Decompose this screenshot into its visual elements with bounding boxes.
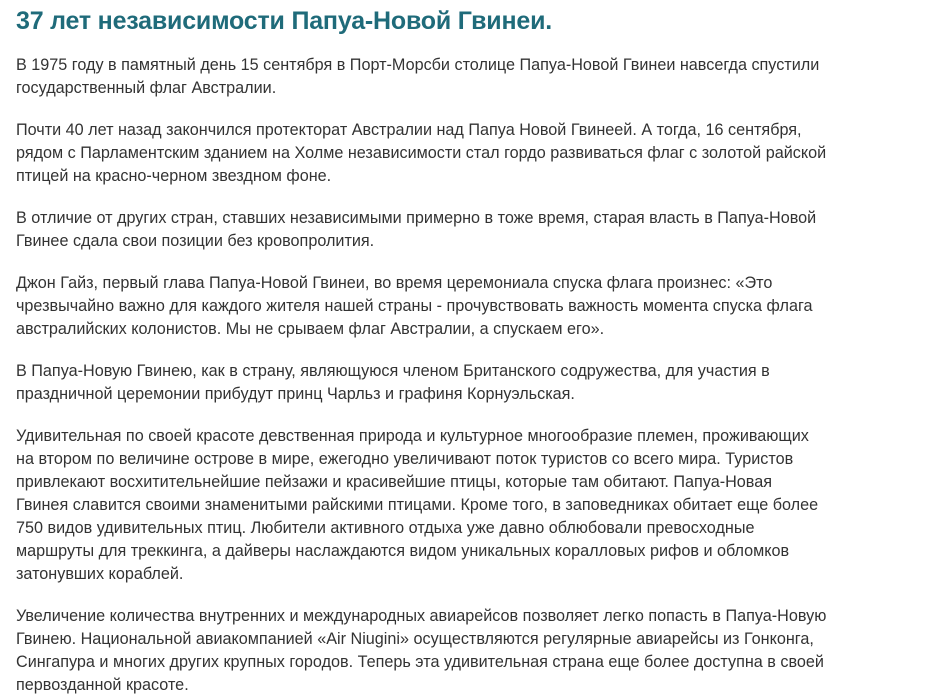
paragraph-royal-visit: В Папуа-Новую Гвинею, как в страну, являющуюся членом Британского содружества, для участия в праздничной церемонии прибудут принц Чарльз и графиня Корнуэльская. — [16, 362, 770, 403]
paragraph-protectorate-end: Почти 40 лет назад закончился протекторат Австралии над Папуа Новой Гвинеей. А тогда, 16 сентября, рядом с Парламентским зданием на Холме независимости стал гордо развиваться флаг с золотой райской птицей на красно-черном звездном фоне. — [16, 121, 827, 185]
article — [16, 0, 919, 697]
paragraph-john-guise-quote: Джон Гайз, первый глава Папуа-Новой Гвинеи, во время церемониала спуска флага произнес: «Это чрезвычайно важно для каждого жителя нашей страны - прочувствовать важность момента спуска флага австралийских колонистов. Мы не срываем флаг Австралии, а спускаем его». — [16, 274, 813, 338]
paragraph-flag-lowering: В 1975 году в памятный день 15 сентября в Порт-Морсби столице Папуа-Новой Гвинеи навсегда спустили государственный флаг Австралии. — [16, 56, 820, 97]
paragraph-air-travel: Увеличение количества внутренних и международных авиарейсов позволяет легко попасть в Папуа-Новую Гвинею. Национальной авиакомпанией «Air Niugini» осуществляются регулярные авиарейсы из Гонконга, Сингапура и многих других крупных городов. Теперь эта удивительная страна еще более доступна в своей первозданной красоте. — [16, 607, 827, 694]
paragraph-nature-tourism: Удивительная по своей красоте девственная природа и культурное многообразие племен, проживающих на втором по величине острове в мире, ежегодно увеличивают поток туристов со всего мира. Туристов привлекают восхитительнейшие пейзажи и красивейшие птицы, которые там обитают. Папуа-Новая Гвинея славится своими знаменитыми райскими птицами. Кроме того, в заповедниках обитает еще более 750 видов удивительных птиц. Любители активного отдыха уже давно облюбовали превосходные маршруты для треккинга, а дайверы наслаждаются видом уникальных коралловых рифов и обломков затонувших кораблей. — [16, 427, 819, 583]
paragraph-peaceful-transition: В отличие от других стран, ставших независимыми примерно в тоже время, старая власть в Папуа-Новой Гвинее сдала свои позиции без кровопролития. — [16, 209, 817, 250]
article-title: 37 лет независимости Папуа-Новой Гвинеи. — [16, 7, 552, 35]
